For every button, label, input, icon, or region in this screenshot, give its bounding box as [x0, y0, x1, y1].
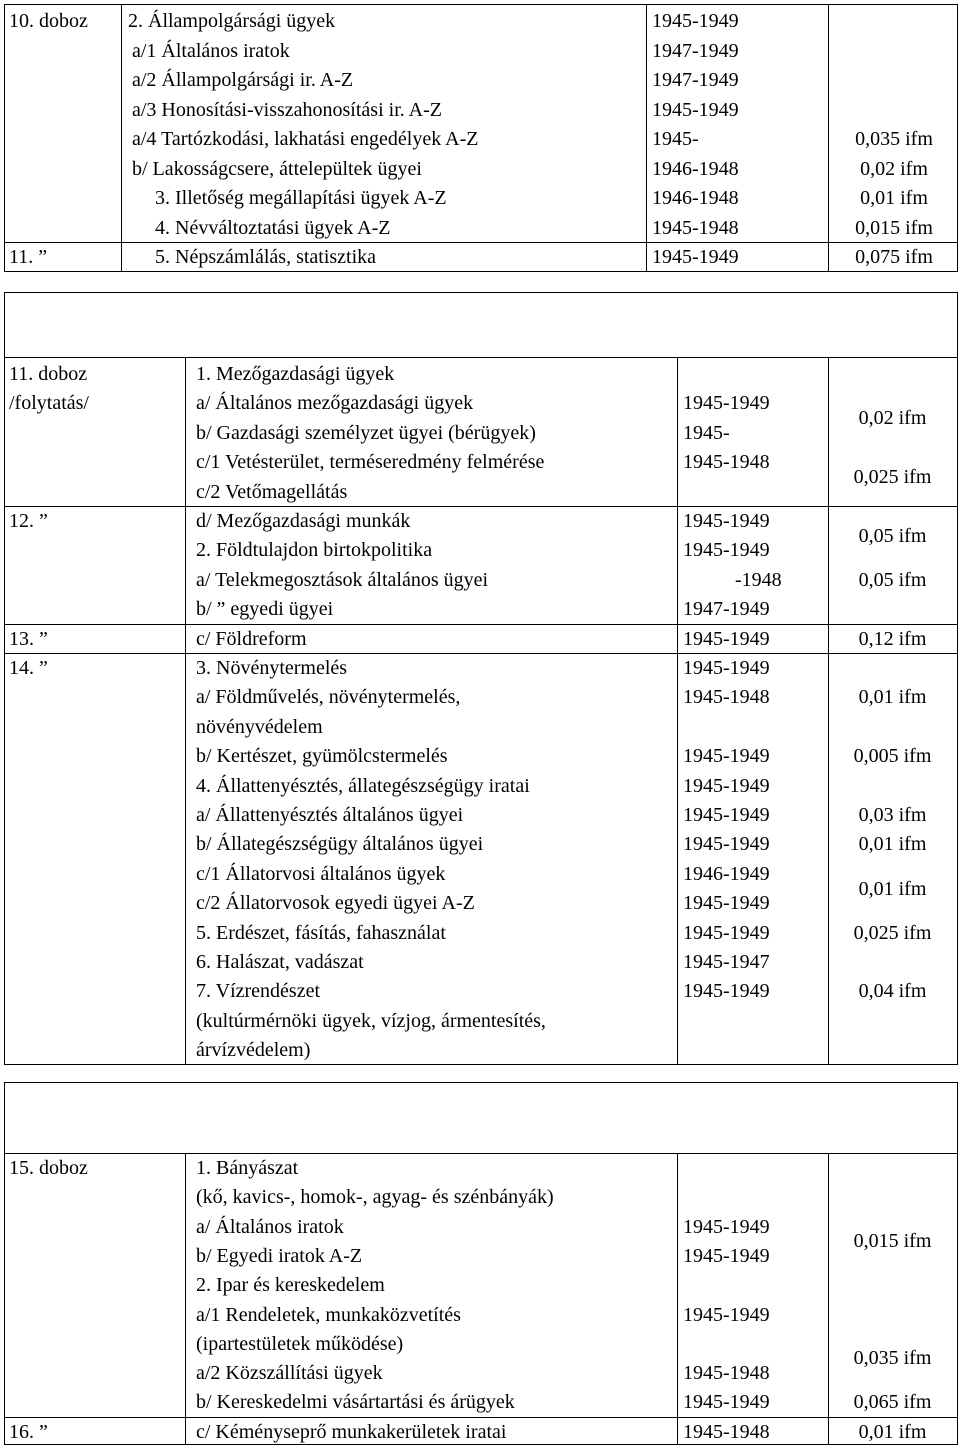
entry-date: 1945-1949: [652, 98, 739, 121]
entry-title: (kő, kavics-, homok-, agyag- és szénbányák): [196, 1186, 554, 1209]
entry-date: 1945-1949: [683, 980, 770, 1003]
entry-date: 1945-1949: [683, 1215, 770, 1238]
entry-title: (ipartestületek működése): [196, 1332, 404, 1355]
entry-title: 5. Népszámlálás, statisztika: [155, 246, 377, 268]
entry-size: 0,02 ifm: [858, 407, 927, 430]
entry-title: a/4 Tartózkodási, lakhatási engedélyek A-Z: [132, 128, 479, 150]
column-divider-1: [121, 5, 122, 271]
header-divider: [5, 357, 957, 358]
entry-title: a/ Földművelés, növénytermelés,: [196, 686, 461, 709]
header-divider: [5, 1153, 957, 1154]
entry-date: 1945-1947: [683, 951, 770, 973]
entry-title: 4. Névváltoztatási ügyek A-Z: [155, 216, 391, 239]
entry-date: 1945-1949: [683, 1244, 770, 1267]
entry-date: 1946-1948: [652, 187, 739, 209]
entry-title: c/ Kéményseprő munkakerületek iratai: [196, 1420, 507, 1443]
entry-size: 0,05 ifm: [858, 524, 927, 547]
entry-date: 1945-1949: [683, 627, 770, 650]
entry-size: 0,015 ifm: [853, 1230, 932, 1253]
entry-date: 1945-1948: [683, 451, 770, 474]
entry-date: 1947-1949: [683, 598, 770, 621]
entry-title: 2. Ipar és kereskedelem: [196, 1274, 385, 1297]
entry-date: 1945-1949: [683, 1303, 770, 1326]
entry-title: 5. Erdészet, fásítás, fahasználat: [196, 921, 446, 944]
section-3-table: [4, 1082, 958, 1445]
entry-title: c/2 Vetőmagellátás: [196, 480, 348, 503]
entry-size: 0,025 ifm: [853, 921, 932, 944]
column-divider-3: [828, 1153, 829, 1444]
column-divider-3: [828, 5, 829, 271]
entry-title: 4. Állattenyésztés, állategészségügy iratai: [196, 774, 530, 797]
entry-title: c/1 Állatorvosi általános ügyek: [196, 862, 446, 885]
entry-date: 1947-1949: [652, 39, 739, 62]
entry-date: 1945-1949: [683, 539, 770, 562]
entry-title: b/ Kertészet, gyümölcstermelés: [196, 745, 448, 768]
entry-title: a/2 Közszállítási ügyek: [196, 1362, 383, 1385]
entry-title: c/1 Vetésterület, terméseredmény felmérése: [196, 451, 545, 474]
column-divider-2: [677, 357, 678, 1064]
entry-title: a/3 Honosítási-visszahonosítási ir. A-Z: [132, 98, 442, 121]
entry-size: 0,025 ifm: [853, 465, 932, 488]
entry-size: 0,035 ifm: [853, 1347, 932, 1370]
entry-date: 1945-1949: [683, 1391, 770, 1414]
entry-size: 0,065 ifm: [853, 1391, 932, 1414]
entry-title: b/ Egyedi iratok A-Z: [196, 1244, 363, 1267]
entry-title: 1. Mezőgazdasági ügyek: [196, 363, 395, 385]
entry-title: b/ Gazdasági személyzet ügyei (bérügyek): [196, 421, 536, 444]
entry-title: a/ Általános mezőgazdasági ügyek: [196, 392, 474, 415]
entry-title: 2. Állampolgársági ügyek: [128, 10, 336, 32]
box-label: /folytatás/: [9, 392, 89, 415]
entry-size: 0,03 ifm: [858, 804, 927, 826]
entry-date: -1948: [735, 568, 782, 591]
column-divider-1: [185, 1153, 186, 1444]
entry-title: a/ Telekmegosztások általános ügyei: [196, 568, 489, 591]
entry-size: 0,12 ifm: [858, 627, 927, 650]
entry-size: 0,005 ifm: [853, 745, 932, 768]
entry-date: 1945-1949: [683, 392, 770, 415]
entry-date: 1945-1949: [683, 510, 770, 532]
entry-date: 1945-1949: [683, 892, 770, 915]
entry-title: 6. Halászat, vadászat: [196, 951, 364, 973]
entry-title: árvízvédelem): [196, 1039, 311, 1062]
entry-date: 1945-1949: [683, 833, 770, 856]
entry-date: 1945-1949: [683, 774, 770, 797]
entry-title: c/ Földreform: [196, 627, 307, 650]
column-divider-1: [185, 357, 186, 1064]
entry-title: b/ Lakosságcsere, áttelepültek ügyei: [132, 157, 422, 180]
entry-date: 1945-1948: [683, 1362, 770, 1385]
entry-size: 0,05 ifm: [858, 568, 927, 591]
box-label: 16. ”: [9, 1420, 48, 1443]
section-2-table: [4, 292, 958, 1065]
entry-date: 1945-1949: [683, 804, 770, 826]
entry-title: b/ Kereskedelmi vásártartási és árügyek: [196, 1391, 515, 1414]
entry-title: d/ Mezőgazdasági munkák: [196, 510, 411, 532]
entry-size: 0,01 ifm: [860, 187, 928, 209]
entry-title: a/1 Rendeletek, munkaközvetítés: [196, 1303, 461, 1326]
entry-size: 0,02 ifm: [860, 157, 928, 180]
entry-title: b/ Állategészségügy általános ügyei: [196, 833, 484, 856]
entry-date: 1945-1949: [683, 745, 770, 768]
entry-title: a/2 Állampolgársági ir. A-Z: [132, 69, 354, 91]
box-label: 12. ”: [9, 510, 48, 532]
entry-title: 3. Illetőség megállapítási ügyek A-Z: [155, 187, 447, 209]
entry-title: 2. Földtulajdon birtokpolitika: [196, 539, 433, 562]
column-divider-2: [646, 5, 647, 271]
row-divider: [5, 653, 957, 654]
entry-date: 1946-1949: [683, 862, 770, 885]
entry-date: 1945-1948: [652, 216, 739, 239]
box-label: 14. ”: [9, 657, 48, 679]
entry-date: 1945-1949: [652, 10, 739, 32]
entry-title: 1. Bányászat: [196, 1157, 299, 1179]
section-1-table: [4, 4, 958, 272]
box-label: 11. doboz: [9, 363, 88, 385]
box-label: 13. ”: [9, 627, 48, 650]
box-label: 15. doboz: [9, 1157, 88, 1179]
entry-title: c/2 Állatorvosok egyedi ügyei A-Z: [196, 892, 475, 915]
column-divider-3: [828, 357, 829, 1064]
entry-size: 0,01 ifm: [858, 833, 927, 856]
entry-date: 1945-1949: [683, 657, 770, 679]
row-divider: [5, 506, 957, 507]
entry-title: 7. Vízrendészet: [196, 980, 321, 1003]
box-label: 10. doboz: [9, 10, 88, 32]
row-divider: [5, 624, 957, 625]
entry-title: b/ ” egyedi ügyei: [196, 598, 334, 621]
entry-title: a/ Általános iratok: [196, 1215, 344, 1238]
entry-size: 0,01 ifm: [858, 1420, 927, 1443]
entry-date: 1945-: [683, 421, 730, 444]
entry-title: a/1 Általános iratok: [132, 39, 290, 62]
entry-date: 1946-1948: [652, 157, 739, 180]
entry-date: 1945-1949: [683, 921, 770, 944]
entry-title: a/ Állattenyésztés általános ügyei: [196, 804, 464, 826]
row-divider: [5, 242, 957, 243]
entry-date: 1945-1948: [683, 686, 770, 709]
entry-size: 0,075 ifm: [855, 246, 933, 268]
entry-size: 0,01 ifm: [858, 686, 927, 709]
entry-date: 1945-1948: [683, 1420, 770, 1443]
entry-size: 0,01 ifm: [858, 877, 927, 900]
entry-size: 0,035 ifm: [855, 128, 933, 150]
entry-size: 0,015 ifm: [855, 216, 933, 239]
box-label: 11. ”: [9, 246, 48, 268]
entry-title: (kultúrmérnöki ügyek, vízjog, ármentesítés,: [196, 1009, 546, 1032]
entry-date: 1947-1949: [652, 69, 739, 91]
entry-date: 1945-: [652, 128, 699, 150]
entry-date: 1945-1949: [652, 246, 739, 268]
entry-size: 0,04 ifm: [858, 980, 927, 1003]
entry-title: növényvédelem: [196, 715, 323, 738]
entry-title: 3. Növénytermelés: [196, 657, 348, 679]
column-divider-2: [677, 1153, 678, 1444]
